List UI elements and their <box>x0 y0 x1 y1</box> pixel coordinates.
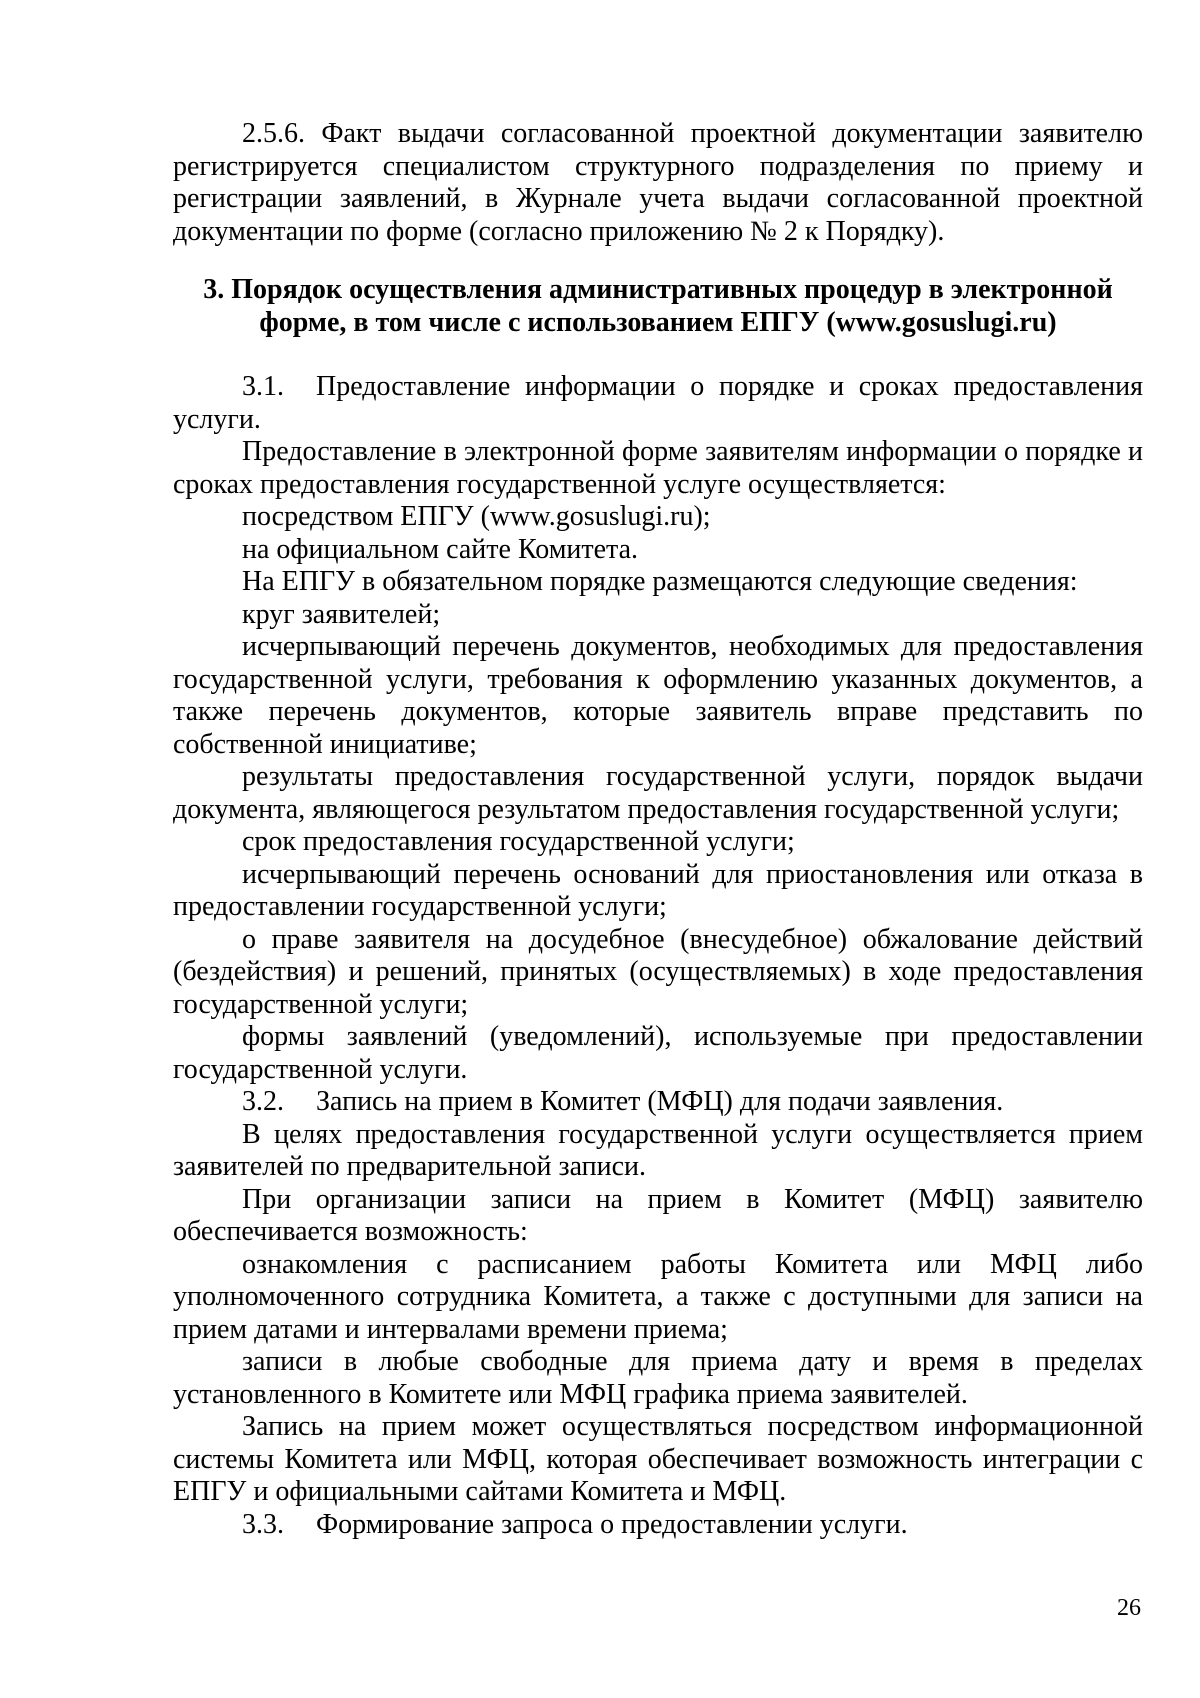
list-item: ознакомления с расписанием работы Комитета или МФЦ либо уполномоченного сотрудника Комитета, а также с доступными для записи на прием датами и интервалами времени приема; <box>173 1248 1143 1345</box>
paragraph: В целях предоставления государственной услуги осуществляется прием заявителей по предварительной записи. <box>173 1118 1143 1182</box>
item-3-3 <box>173 1509 1143 1542</box>
page-body <box>173 118 1143 1541</box>
list-item: записи в любые свободные для приема дату и время в пределах установленного в Комитете или МФЦ графика приема заявителей. <box>173 1346 1143 1410</box>
list-item: исчерпывающий перечень документов, необходимых для предоставления государственной услуги, требования к оформлению указанных документов, а также перечень документов, которые заявитель вправе представить по собственной инициативе; <box>173 631 1143 760</box>
paragraph: При организации записи на прием в Комитет (МФЦ) заявителю обеспечивается возможность: <box>173 1183 1143 1247</box>
section-3-heading <box>173 274 1143 339</box>
item-3-1 <box>173 371 1143 436</box>
section-3-heading-line-1: 3. Порядок осуществления административных процедур в электронной <box>203 274 1113 305</box>
paragraph: Запись на прием может осуществляться посредством информационной системы Комитета или МФЦ, которая обеспечивает возможность интеграции с ЕПГУ и официальными сайтами Комитета и МФЦ. <box>173 1411 1143 1507</box>
list-item: о праве заявителя на досудебное (внесудебное) обжалование действий (бездействия) и решений, принятых (осуществляемых) в ходе предоставления государственной услуги; <box>173 923 1143 1020</box>
paragraph-2-5-6: 2.5.6. Факт выдачи согласованной проектной документации заявителю регистрируется специалистом структурного подразделения по приему и регистрации заявлений, в Журнале учета выдачи согласованной проектной документации по форме (согласно приложению № 2 к Порядку). <box>173 118 1143 247</box>
item-3-2-text: Запись на прием в Комитет (МФЦ) для подачи заявления. <box>316 1086 1004 1117</box>
list-item: посредством ЕПГУ (www.gosuslugi.ru); <box>242 501 711 532</box>
item-3-2-number: 3.2. <box>242 1086 284 1117</box>
item-3-1-text: Предоставление информации о порядке и сроках предоставления услуги. <box>173 371 1143 435</box>
list-item: круг заявителей; <box>242 598 441 630</box>
page-number: 26 <box>1117 1595 1141 1621</box>
section-3-heading-line-2: форме, в том числе с использованием ЕПГУ (www.gosuslugi.ru) <box>259 306 1057 338</box>
item-3-3-number: 3.3. <box>242 1508 284 1540</box>
list-item: результаты предоставления государственной услуги, порядок выдачи документа, являющегося результатом предоставления государственной услуги; <box>173 761 1143 825</box>
paragraph: На ЕПГУ в обязательном порядке размещаются следующие сведения: <box>242 566 1078 597</box>
list-item: исчерпывающий перечень оснований для приостановления или отказа в предоставлении государственной услуги; <box>173 858 1143 922</box>
list-item: формы заявлений (уведомлений), используемые при предоставлении государственной услуги. <box>173 1021 1143 1085</box>
item-3-3-text: Формирование запроса о предоставлении услуги. <box>316 1508 908 1540</box>
list-item: срок предоставления государственной услуги; <box>242 826 795 857</box>
paragraph: Предоставление в электронной форме заявителям информации о порядке и сроках предоставления государственной услуге осуществляется: <box>173 436 1143 500</box>
item-3-2 <box>173 1086 1143 1119</box>
item-3-1-number: 3.1. <box>242 371 284 402</box>
list-item: на официальном сайте Комитета. <box>242 533 639 565</box>
